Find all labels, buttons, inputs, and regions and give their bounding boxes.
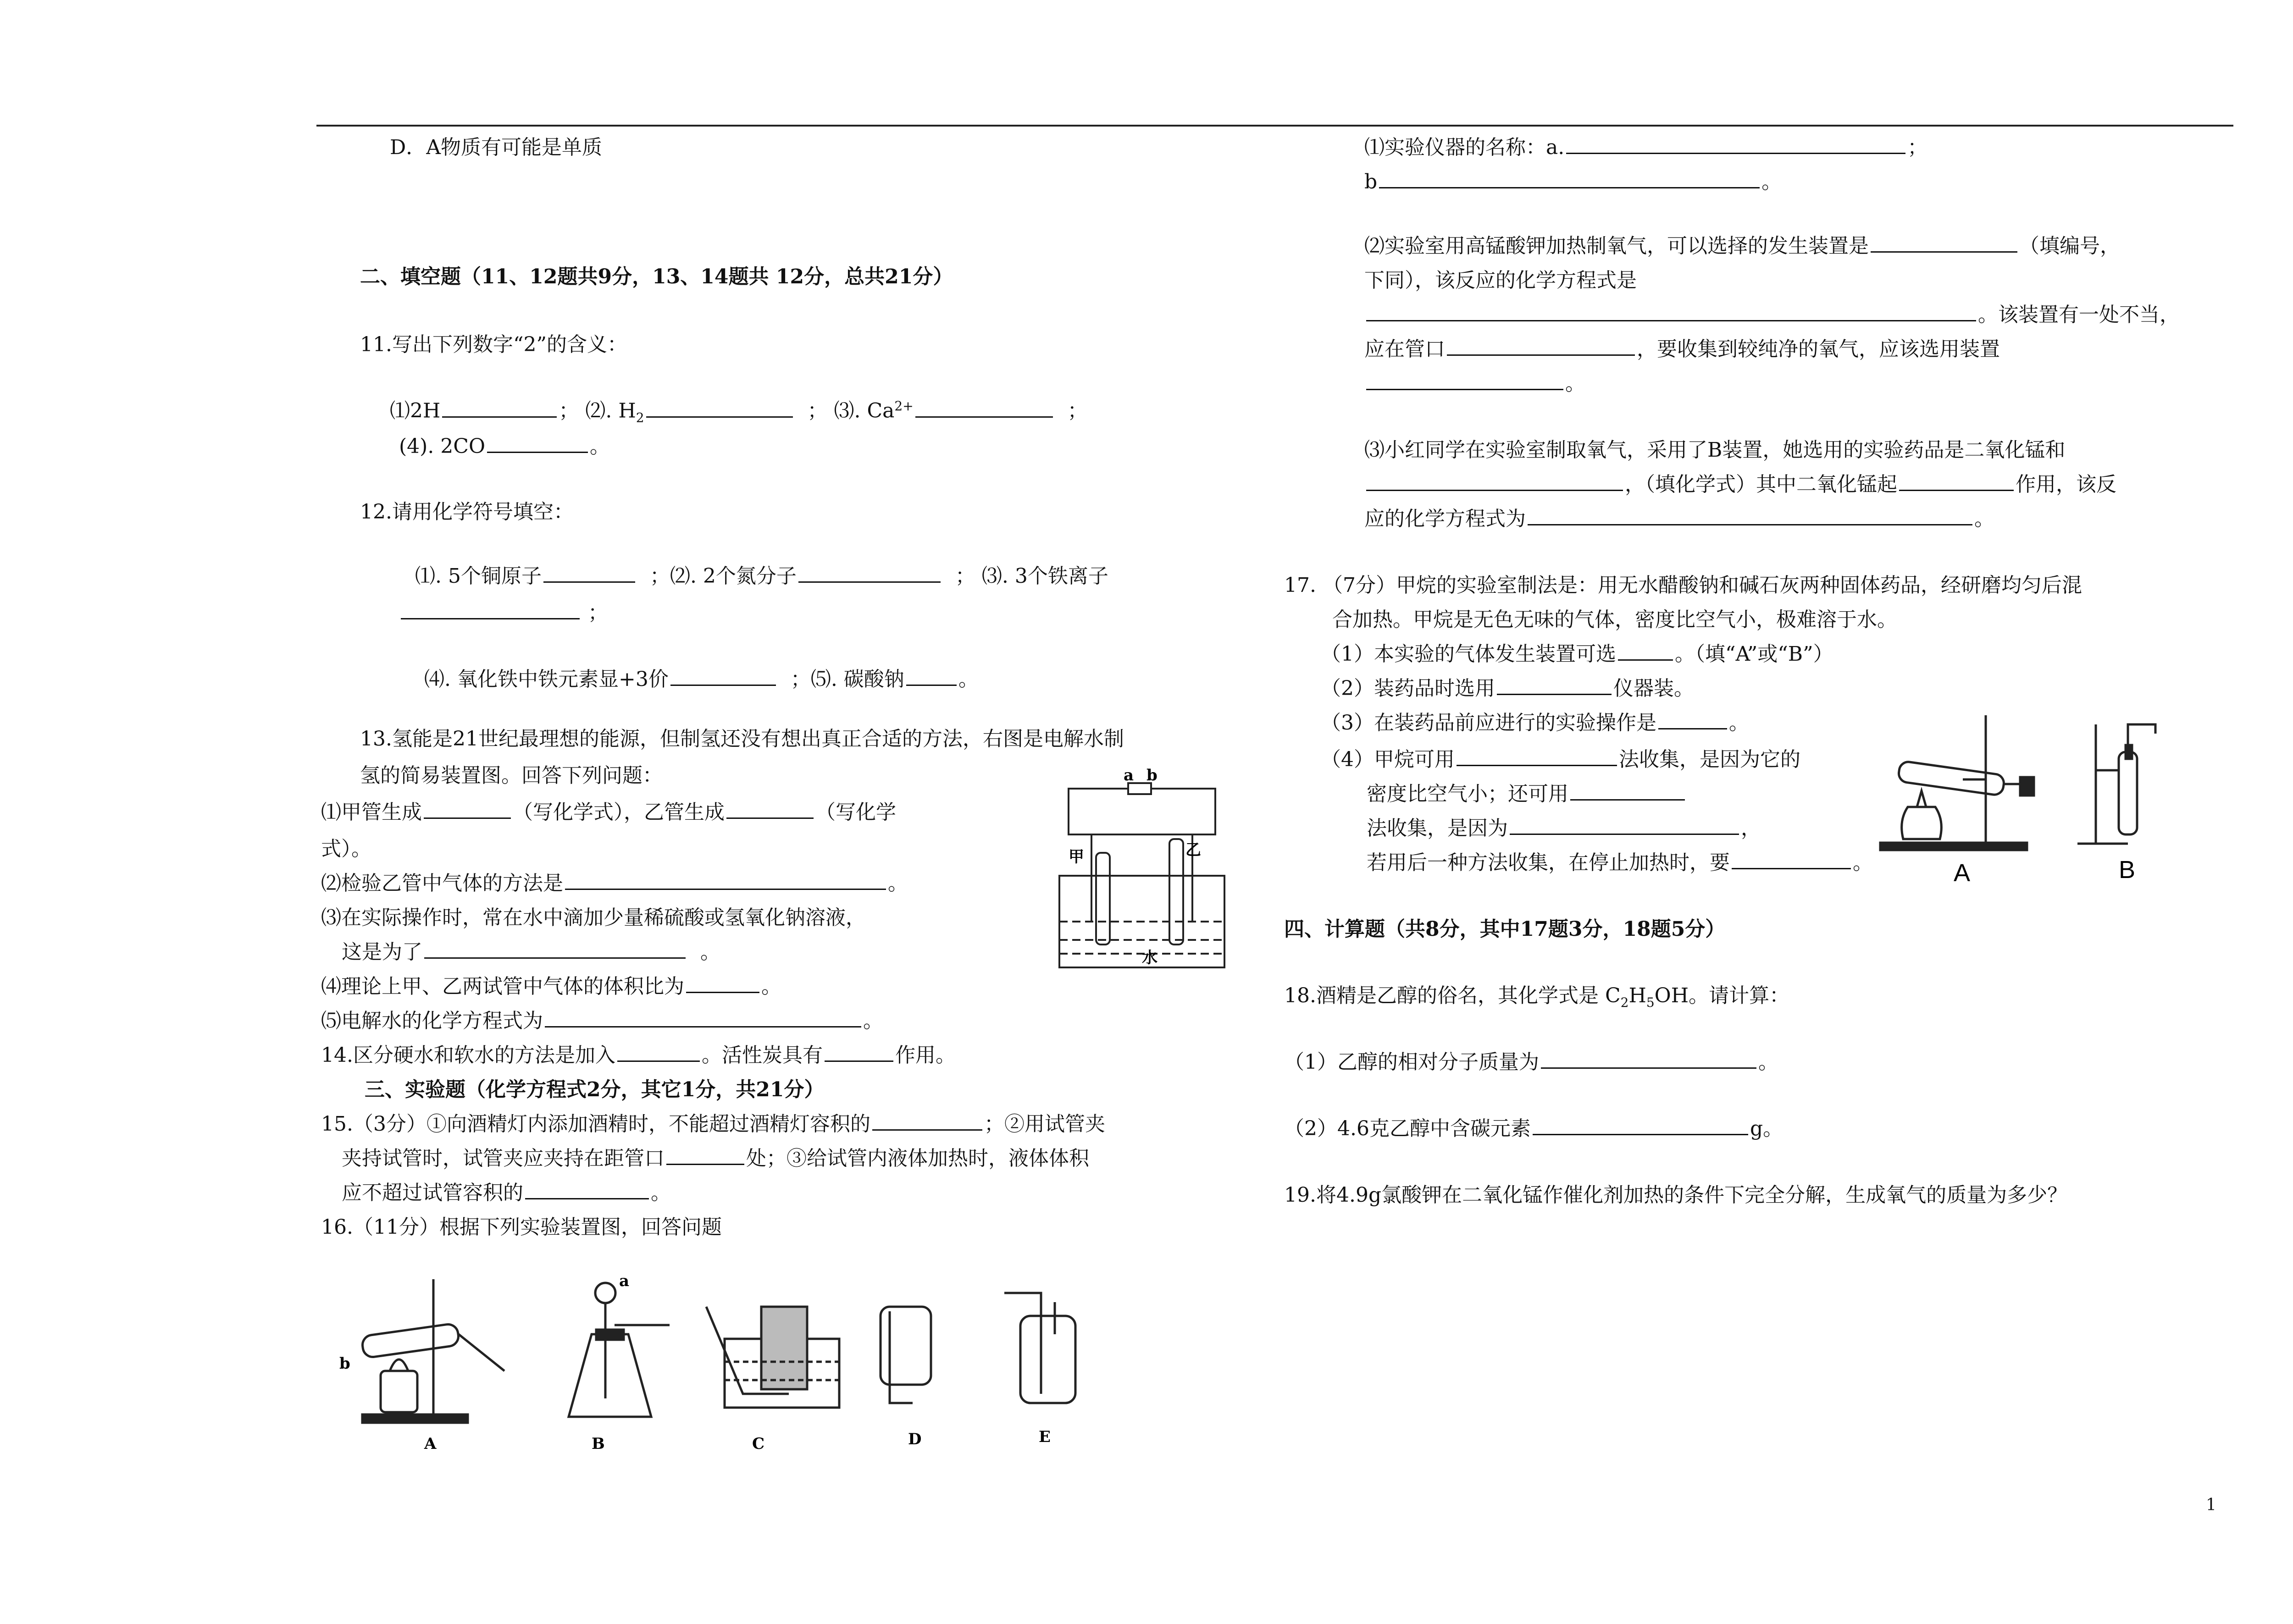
q15-1a: 15.（3分）①向酒精灯内添加酒精时，不能超过酒精灯容积的: [321, 1112, 870, 1136]
fig16-label-d: D: [908, 1430, 922, 1448]
section-2-heading: 二、填空题（11、12题共9分，13、14题共 12分，总共21分）: [360, 265, 953, 288]
question-13-part2: ⑵检验乙管中气体的方法是 。: [321, 872, 908, 895]
q11-blank-a[interactable]: [442, 416, 557, 418]
q16-part2-line1: [1364, 236, 2120, 256]
q17-4c: 密度比空气小；还可用: [1367, 782, 1568, 806]
q11-item-d-label: (4). 2CO: [399, 435, 486, 458]
q13-4: ⑷理论上甲、乙两试管中气体的体积比为: [321, 975, 684, 998]
fig17-label-b: B: [2119, 856, 2136, 884]
q17-1b: 。（填“A”或“B”）: [1675, 642, 1833, 666]
question-18: [1284, 986, 1789, 1009]
q17-part4-line1: [1321, 750, 1800, 770]
question-13-part1-cont: 式）。: [321, 837, 371, 861]
q13-blank-jia[interactable]: [424, 817, 511, 819]
page-number: 1: [2206, 1496, 2216, 1514]
q17-part2: [1321, 679, 1694, 699]
q11-b-subscript: 2: [636, 410, 644, 425]
q17-part4-line4: 若用后一种方法收集，在停止加热时，要 。: [1367, 851, 1873, 874]
q11-c-superscript: 2+: [894, 398, 914, 414]
q16-2f: ，要收集到较纯净的氧气，应该选用装置: [1637, 337, 2000, 361]
question-19: 19.将4.9g氯酸钾在二氧化锰作催化剂加热的条件下完全分解，生成氧气的质量为多少？: [1284, 1183, 2068, 1207]
header-rule: [316, 125, 2233, 127]
q17-4e: 若用后一种方法收集，在停止加热时，要: [1367, 851, 1730, 874]
question-12: 12.请用化学符号填空：: [360, 500, 574, 524]
q15-blank-3[interactable]: [525, 1198, 649, 1199]
q15-1b: ；②用试管夹: [984, 1112, 1105, 1136]
question-13-line2: 氢的简易装置图。回答下列问题：: [360, 764, 663, 787]
q16-part1-line1: ⑴实验仪器的名称：a. ；: [1364, 136, 1928, 159]
q17-part4-line3: 法收集，是因为 ，: [1367, 817, 1761, 840]
q18-part1: （1）乙醇的相对分子质量为 。: [1284, 1050, 1778, 1074]
question-16: 16.（11分）根据下列实验装置图，回答问题: [321, 1215, 722, 1239]
electrolysis-apparatus-figure: [1055, 766, 1229, 972]
q17-blank-3[interactable]: [1658, 728, 1727, 729]
question-13-part3: ⑶在实际操作时，常在水中滴加少量稀硫酸或氢氧化钠溶液，: [321, 906, 866, 929]
q16-part3-line3: 应的化学方程式为 。: [1364, 507, 1994, 530]
q17-part3: （3）在装药品前应进行的实验操作是 。: [1321, 711, 1749, 735]
q14-a: 14.区分硬水和软水的方法是加入: [321, 1044, 615, 1067]
q15-2b: 处；③给试管内液体加热时，液体体积: [746, 1147, 1089, 1170]
q16-part2-line2: 下同），该反应的化学方程式是: [1364, 269, 1637, 292]
q16-3c: 作用，该反: [2016, 473, 2116, 496]
q16-2b: （填编号，: [2019, 234, 2120, 258]
q14-c: 作用。: [895, 1044, 956, 1067]
q13-3b: 这是为了: [342, 940, 422, 964]
q18-sub-1: 2: [1620, 994, 1629, 1010]
q17-4a: （4）甲烷可用: [1321, 748, 1455, 771]
fig16-label-e: E: [1039, 1428, 1051, 1446]
q18-sub-2: 5: [1646, 994, 1655, 1010]
q13-1c: （写化学: [815, 801, 896, 824]
q11-item-a: ⑴2H: [390, 399, 441, 423]
q18-2b: g。: [1750, 1117, 1783, 1140]
q17-3: （3）在装药品前应进行的实验操作是: [1321, 711, 1656, 735]
q18-1: （1）乙醇的相对分子质量为: [1284, 1050, 1539, 1074]
q16-blank-reagent[interactable]: [1366, 489, 1623, 491]
battery: [1128, 783, 1151, 794]
q15-blank-2[interactable]: [666, 1163, 744, 1165]
fig16-label-b: B: [592, 1435, 605, 1453]
q16-part2-line3: [1364, 305, 2180, 325]
q11-item-b: ⑵. H: [585, 399, 636, 423]
q16-blank-a[interactable]: [1566, 152, 1905, 154]
q14-blank-1[interactable]: [617, 1060, 700, 1062]
q16-2e: 应在管口: [1364, 337, 1445, 361]
q17-blank-1[interactable]: [1618, 659, 1673, 661]
q13-blank-4[interactable]: [686, 991, 759, 993]
q12-blank-5[interactable]: [906, 684, 957, 686]
q16-part2-line4: [1364, 339, 2000, 359]
q17-part1: [1321, 644, 1833, 664]
q11-blank-b[interactable]: [646, 416, 793, 418]
question-13-part5: ⑸电解水的化学方程式为 。: [321, 1009, 883, 1033]
methane-apparatus-a: [1880, 715, 2034, 850]
question-15-line1: [321, 1114, 1105, 1134]
q13-1a: ⑴甲管生成: [321, 801, 422, 824]
apparatus-a: [361, 1279, 504, 1423]
q13-1b: （写化学式），乙管生成: [513, 801, 725, 824]
q18-blank-1[interactable]: [1541, 1067, 1756, 1069]
q16-1a: ⑴实验仪器的名称：a.: [1364, 136, 1565, 159]
q12-item-4: ⑷. 氧化铁中铁元素显+3价: [424, 668, 669, 691]
q17-2b: 仪器装。: [1613, 677, 1694, 700]
q16-3d: 应的化学方程式为: [1364, 507, 1526, 530]
q17-blank-4c[interactable]: [1510, 833, 1739, 835]
q16-blank-b[interactable]: [1379, 187, 1760, 188]
question-13-part4: ⑷理论上甲、乙两试管中气体的体积比为 。: [321, 975, 781, 998]
q12-blank-4[interactable]: [670, 684, 776, 686]
q17-1a: （1）本实验的气体发生装置可选: [1321, 642, 1616, 666]
q16-blank-2[interactable]: [1871, 251, 2017, 253]
q16-blank-equation[interactable]: [1366, 320, 1976, 321]
question-15-line2: [342, 1149, 1089, 1169]
question-12-row1-cont: ；: [399, 603, 608, 623]
question-12-row2: ⑷. 氧化铁中铁元素显+3价 ；⑸. 碳酸钠 。: [424, 668, 979, 691]
q11-blank-c[interactable]: [915, 416, 1053, 418]
q16-blank-role[interactable]: [1899, 489, 2014, 491]
q12-blank-3[interactable]: [401, 618, 580, 619]
q17-blank-2[interactable]: [1497, 693, 1612, 695]
tube-yi: [1169, 839, 1183, 945]
q16-part2-line5: 。: [1364, 374, 1585, 394]
q17-4d: 法收集，是因为: [1367, 817, 1508, 840]
q18-h: H: [1628, 984, 1646, 1007]
q13-blank-yi[interactable]: [726, 817, 814, 819]
q12-item-3: ⑶. 3个铁离子: [981, 564, 1108, 588]
q16-part3-line1: ⑶小红同学在实验室制取氧气，采用了B装置，她选用的实验药品是二氧化锰和: [1364, 438, 2066, 462]
q12-item-2: ⑵. 2个氮分子: [670, 564, 797, 588]
question-17-line2: 合加热。甲烷是无色无味的气体，密度比空气小，极难溶于水。: [1332, 608, 1897, 631]
q18-a: 18.酒精是乙醇的俗名，其化学式是 C: [1284, 984, 1621, 1007]
q16-part3-line2: [1364, 475, 2116, 495]
q12-item-5: ⑸. 碳酸钠: [810, 668, 904, 691]
q17-blank-4a[interactable]: [1457, 764, 1617, 766]
apparatus-e: [1004, 1293, 1075, 1403]
question-13-line1: 13.氢能是21世纪最理想的能源，但制氢还没有想出真正合适的方法，右图是电解水制: [360, 727, 1124, 751]
q14-b: 。活性炭具有: [701, 1044, 823, 1067]
q13-2: ⑵检验乙管中气体的方法是: [321, 872, 563, 895]
q17-2a: （2）装药品时选用: [1321, 677, 1495, 700]
fig16-label-instr-b: b: [339, 1354, 350, 1373]
q17-4b: 法收集，是因为它的: [1619, 748, 1800, 771]
apparatus-ae-figure: [321, 1265, 1330, 1458]
q16-2d: 。该装置有一处不当，: [1978, 303, 2180, 326]
section-3-heading: 三、实验题（化学方程式2分，其它1分，共21分）: [365, 1078, 825, 1101]
fig13-label-water: 水: [1142, 949, 1158, 967]
q12-item-1: ⑴. 5个铜原子: [415, 564, 542, 588]
question-11-item-d: (4). 2CO 。: [399, 435, 610, 458]
q18-blank-2[interactable]: [1533, 1133, 1748, 1135]
apparatus-d: [881, 1307, 931, 1403]
question-15-line3: 应不超过试管容积的 。: [342, 1181, 671, 1204]
question-14: [321, 1045, 956, 1066]
question-13-part1: [321, 802, 896, 823]
question-11: 11.写出下列数字“2”的含义：: [360, 333, 627, 356]
q15-2a: 夹持试管时，试管夹应夹持在距管口: [342, 1147, 665, 1170]
question-17-line1: 17. （7分）甲烷的实验室制法是：用无水醋酸钠和碱石灰两种固体药品，经研磨均匀后混: [1284, 574, 2082, 597]
q16-2a: ⑵实验室用高锰酸钾加热制氧气，可以选择的发生装置是: [1364, 234, 1869, 258]
methane-apparatus-figure: [1871, 715, 2192, 894]
fig16-label-a: A: [424, 1435, 437, 1453]
methane-apparatus-b: [2077, 724, 2155, 844]
apparatus-c: [706, 1307, 839, 1408]
q16-part1-line2: b 。: [1364, 170, 1782, 193]
fig13-label-yi: 乙: [1185, 841, 1201, 859]
option-d: D．A物质有可能是单质: [390, 136, 603, 159]
question-12-row1: ⑴. 5个铜原子 ；⑵. 2个氮分子 ； ⑶. 3个铁离子: [415, 564, 1108, 588]
q12-blank-1[interactable]: [543, 581, 635, 583]
tube-jia: [1096, 853, 1110, 945]
q13-blank-2[interactable]: [565, 888, 886, 890]
fig13-label-b: b: [1146, 766, 1158, 784]
q11-blank-d[interactable]: [487, 451, 588, 453]
q12-blank-2[interactable]: [798, 581, 941, 583]
fig17-label-a: A: [1954, 859, 1971, 887]
q14-blank-2[interactable]: [825, 1060, 893, 1062]
q18-part2: [1284, 1119, 1783, 1139]
q18-b: OH。请计算：: [1654, 984, 1790, 1007]
q16-blank-collect[interactable]: [1366, 388, 1563, 390]
apparatus-b: [569, 1283, 670, 1417]
q11-item-c: ⑶. Ca: [834, 399, 895, 423]
q15-3: 应不超过试管容积的: [342, 1181, 523, 1204]
circuit-wire: [1069, 789, 1215, 834]
q17-blank-4b[interactable]: [1570, 799, 1685, 801]
q15-blank-1[interactable]: [872, 1129, 982, 1131]
q17-blank-4d[interactable]: [1732, 867, 1851, 869]
section-4-heading: 四、计算题（共8分，其中17题3分，18题5分）: [1284, 917, 1726, 941]
q17-part4-line2: [1367, 784, 1687, 804]
fig16-label-c: C: [752, 1435, 765, 1453]
q16-3b: ，（填化学式）其中二氧化锰起: [1625, 473, 1897, 496]
q18-2a: （2）4.6克乙醇中含碳元素: [1284, 1117, 1531, 1140]
question-13-part3-cont: 这是为了 。: [342, 940, 720, 964]
question-11-items: ⑴2H ； ⑵. $H_2$ ； ⑶. $Ca^{2+}$ ；: [390, 398, 1088, 425]
fig16-label-instr-a: a: [619, 1272, 630, 1290]
q13-blank-5[interactable]: [545, 1026, 861, 1027]
q13-blank-3[interactable]: [424, 957, 686, 959]
fig13-label-a: a: [1124, 766, 1134, 784]
q16-blank-mouth[interactable]: [1447, 354, 1635, 356]
q16-blank-equation2[interactable]: [1528, 524, 1972, 525]
q13-5: ⑸电解水的化学方程式为: [321, 1009, 543, 1033]
q16-1b: b: [1364, 170, 1378, 193]
fig13-label-jia: 甲: [1069, 848, 1084, 866]
